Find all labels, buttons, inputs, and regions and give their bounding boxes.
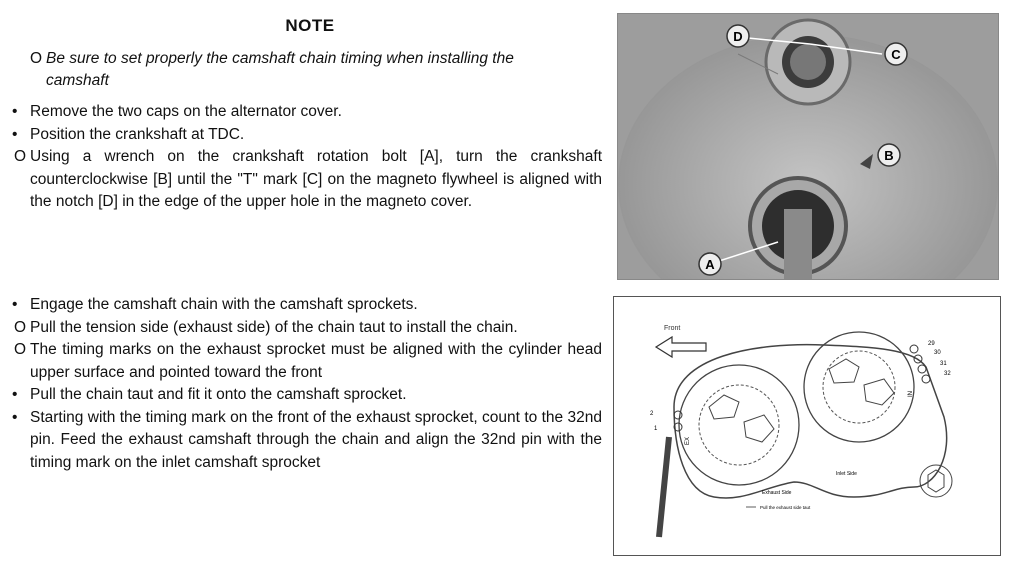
diagram-illustration <box>614 297 1000 555</box>
step-item <box>12 146 602 214</box>
step-text: Position the crankshaft at TDC. <box>30 125 245 143</box>
svg-text:B: B <box>884 148 894 163</box>
step-item <box>12 294 602 317</box>
bullet-marker: • <box>12 103 18 120</box>
svg-text:C: C <box>891 47 901 62</box>
step-text: Pull the tension side (exhaust side) of the chain taut to install the chain. <box>30 318 518 336</box>
exhaust-sprocket <box>679 365 799 485</box>
steps-group-2 <box>12 294 602 474</box>
svg-text:D: D <box>733 29 743 44</box>
note-title: NOTE <box>285 16 335 35</box>
pin-label: 31 <box>940 361 947 367</box>
steps-group-1 <box>12 101 602 214</box>
step-item <box>12 101 602 124</box>
bullet-marker: • <box>12 296 18 313</box>
callout-a <box>699 253 721 275</box>
in-mark: IN <box>908 391 914 397</box>
callout-b <box>878 144 900 166</box>
step-text: The timing marks on the exhaust sprocket must be aligned with the cylinder head upper surface and pointed toward the front <box>30 341 602 381</box>
ex-mark: EX <box>685 436 691 445</box>
circle-marker: O <box>14 318 27 336</box>
magneto-cover-photo <box>617 13 999 280</box>
note-text-2: camshaft <box>46 72 109 89</box>
note-line <box>30 48 595 92</box>
circle-marker: O <box>14 148 27 165</box>
step-item <box>12 124 602 147</box>
wrench <box>784 209 812 279</box>
callout-d <box>727 25 749 47</box>
callout-c <box>885 43 907 65</box>
note-text-1: Be sure to set properly the camshaft chain timing when installing the <box>46 50 514 67</box>
svg-text:A: A <box>705 257 715 272</box>
front-label: Front <box>664 325 681 332</box>
pin-label: 30 <box>934 350 941 356</box>
pin-label: 32 <box>944 371 951 377</box>
note-marker: O <box>30 50 43 67</box>
bullet-marker: • <box>12 125 18 143</box>
step-text: Using a wrench on the crankshaft rotation bolt [A], turn the crankshaft counterclockwise [B] until the "T" mark [C] on the magneto flywheel is aligned with the notch [D] in the edge of the upper hole in the magneto cover. <box>30 148 602 210</box>
pin-label: 2 <box>650 411 654 417</box>
exhaust-side-label: Exhaust Side <box>762 490 792 496</box>
step-text: Engage the camshaft chain with the camshaft sprockets. <box>30 296 418 313</box>
step-text: Pull the chain taut and fit it onto the camshaft sprocket. <box>30 386 407 403</box>
pin-label: 29 <box>928 341 935 347</box>
pin-label: 1 <box>654 426 658 432</box>
step-item <box>12 317 602 340</box>
step-text: Remove the two caps on the alternator cover. <box>30 103 342 120</box>
pull-note: Pull the exhaust side taut <box>760 505 811 510</box>
front-arrow-icon <box>656 337 706 357</box>
circle-marker: O <box>14 341 27 358</box>
inlet-side-label: Inlet Side <box>836 471 857 477</box>
bullet-marker: • <box>12 386 18 403</box>
chain-guide <box>659 437 669 537</box>
step-text: Starting with the timing mark on the front of the exhaust sprocket, count to the 32nd pin. Feed the exhaust camshaft through the chain and align the 32nd pin with the timing mark on the inlet camshaft sprocket <box>30 408 602 471</box>
step-item <box>12 407 602 475</box>
step-item <box>12 384 602 407</box>
bullet-marker: • <box>12 408 18 426</box>
step-item <box>12 339 602 384</box>
inlet-sprocket <box>804 332 914 442</box>
camshaft-chain-diagram <box>613 296 1001 556</box>
photo-illustration <box>618 14 998 279</box>
timing-chain <box>674 345 947 498</box>
